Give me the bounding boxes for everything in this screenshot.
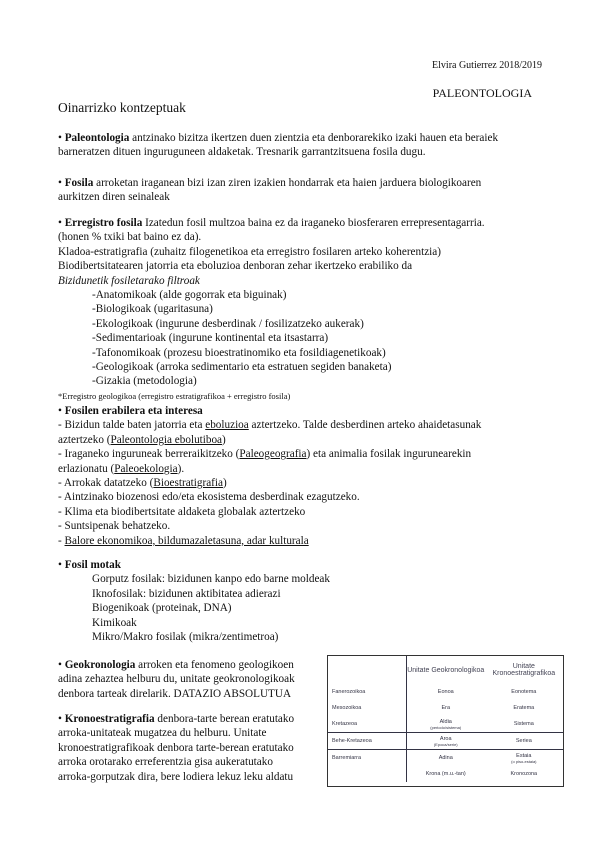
subject-heading: PALEONTOLOGIA — [432, 86, 532, 100]
definition-text: arroka-unitateak mugatzea du helburu. Unitate — [58, 727, 267, 740]
text-line: Biodibertsitatearen jatorria eta eboluzioa denboran zehar ikertzeko erabiliko da — [58, 260, 413, 273]
term-fosila: Fosila — [64, 177, 94, 189]
table-row — [328, 750, 563, 767]
list-item: - Bizidun talde baten jatorria eta eboluzioa aztertzeko. Talde desberdinen arteko ahaidetasunak — [58, 419, 482, 432]
list-item: - Iraganeko inguruneak berreraikitzeko (Paleogeografia) eta animalia fosilak ingurunearekin — [58, 448, 472, 461]
cell-krono: Seriea — [485, 733, 563, 750]
filter-item: -Geologikoak (arroka sedimentario eta estratuen segiden banaketa) — [92, 361, 392, 374]
table-header-geo: Unitate Geokronologikoa — [407, 666, 485, 674]
term-erregistro-fosila: Erregistro fosila — [64, 217, 143, 229]
cell-geo: Adina — [406, 750, 484, 767]
cell-geo: Krona (m.u.-tan) — [425, 771, 466, 777]
definition-text: denbora tarteak direlarik. DATAZIO ABSOLUTUA — [58, 687, 292, 700]
table-row — [328, 716, 563, 733]
row-label: Mesozoikoa — [328, 700, 406, 716]
list-item: Gorputz fosilak: bizidunen kanpo edo barne moldeak — [92, 573, 330, 586]
table-row — [328, 733, 563, 750]
section-geokronologia — [58, 658, 320, 701]
definition-text: (honen % txiki bat baino ez da). — [58, 231, 202, 244]
list-item: aztertzeko (Paleontologia ebolutiboa) — [58, 433, 226, 446]
list-item: erlazionatu (Paleoekologia). — [58, 462, 185, 475]
table-row — [328, 766, 563, 782]
definition-text: Izatedun fosil multzoa baina ez da iraganeko biosferaren errepresentagarria. — [142, 217, 485, 229]
text-line: Kladoa-estratigrafia (zuhaitz filogenetikoa eta erregistro fosilaren arteko koherentzia) — [58, 245, 441, 258]
section-erabilera — [58, 404, 481, 548]
row-label: Fanerozoikoa — [328, 684, 406, 700]
filter-item: -Ekologikoak (ingurune desberdinak / fosilizatzeko aukerak) — [92, 317, 364, 330]
filter-item: -Anatomikoak (alde gogorrak eta biguinak) — [92, 289, 287, 302]
list-item: Kimikoak — [92, 616, 137, 629]
term-geokronologia: Geokronologia — [64, 659, 136, 671]
section-paleontologia — [58, 131, 498, 160]
cell-note: (periodo/sistema) — [430, 724, 462, 730]
units-table — [327, 655, 564, 787]
section-fosil-motak — [58, 558, 330, 644]
cell-geo: Aldia (periodo/sistema) — [406, 716, 484, 733]
definition-text: barneratzen dituen inguruguneen aldaketak. Tresnarik garrantzitsuena fosila dugu. — [58, 146, 426, 159]
term-paleontologia: Paleontologia — [64, 132, 130, 144]
definition-text: arroken eta fenomeno geologikoen — [135, 659, 294, 671]
definition-text: adina zehaztea helburu du, unitate geokronologikoak — [58, 673, 295, 686]
bullet-icon: • — [58, 559, 62, 571]
cell-geo: Era — [441, 705, 451, 711]
bullet-icon: • — [58, 405, 62, 417]
row-label: Behe-Kretazeoa — [328, 733, 406, 750]
footnote: *Erregistro geologikoa (erregistro estratigrafikoa + erregistro fosila) — [58, 390, 291, 401]
cell-geo: Aroa (Epoca/serie) — [406, 733, 484, 750]
bullet-icon: • — [58, 713, 62, 725]
row-label: Barremiarra — [328, 750, 406, 767]
row-label: Kretazeoa — [328, 716, 406, 733]
filter-item: -Biologikoak (ugaritasuna) — [92, 303, 213, 316]
bullet-icon: • — [58, 132, 62, 144]
bullet-icon: • — [58, 217, 62, 229]
table-header-krono: Unitate Kronoestratigrafikoa — [492, 663, 556, 677]
list-item: Mikro/Makro fosilak (mikra/zentimetroa) — [92, 631, 279, 644]
filter-item: -Sedimentarioak (ingurune kontinental eta itsastarra) — [92, 332, 329, 345]
table-row — [328, 700, 563, 716]
definition-text: denbora-tarte berean eratutako — [154, 713, 295, 725]
author-line: Elvira Gutierrez 2018/2019 — [432, 60, 542, 71]
bullet-icon: • — [58, 659, 62, 671]
term-erabilera: Fosilen erabilera eta interesa — [64, 405, 203, 417]
definition-text: arroka orotarako erreferentzia gisa aukeratutako — [58, 756, 273, 769]
definition-text: arroka-gorputzak dira, bere lodiera lekuz leku aldatu — [58, 770, 294, 783]
cell-geo: Eonoa — [437, 689, 454, 695]
filter-item: -Gizakia (metodologia) — [92, 375, 197, 388]
list-item: - Balore ekonomikoa, bildumazaletasuna, adar kulturala — [58, 534, 309, 547]
definition-text: arroketan iraganean bizi izan ziren izakien hondarrak eta haien jarduera biologikoaren — [93, 177, 482, 189]
page-title: Oinarrizko kontzeptuak — [58, 100, 186, 115]
list-item: - Aintzinako biozenosi edo/eta ekosistema desberdinak ezagutzeko. — [58, 491, 360, 504]
cell-krono: Kronozona — [510, 771, 538, 777]
term-kronoestratigrafia: Kronoestratigrafia — [64, 713, 155, 725]
row-label — [328, 766, 406, 782]
list-item: - Klima eta biodibertsitate aldaketa globalak aztertzeko — [58, 505, 306, 518]
section-kronoestratigrafia — [58, 712, 320, 784]
cell-note: (Epoca/serie) — [433, 741, 458, 747]
list-item: Iknofosilak: bizidunen aktibitatea adierazi — [92, 587, 281, 600]
section-erregistro-fosila — [58, 216, 485, 403]
list-item: Biogenikoak (proteinak, DNA) — [92, 602, 232, 615]
cell-krono: Eratema — [513, 705, 535, 711]
section-fosila — [58, 176, 481, 205]
definition-text: antzinako bizitza ikertzen duen zientzia eta denborarekiko izaki hauen eta beraiek — [129, 132, 499, 144]
list-item: - Arrokak datatzeko (Bioestratigrafia) — [58, 477, 227, 490]
cell-krono: Sistema — [513, 721, 534, 727]
table-corner-cell — [328, 656, 406, 684]
table-row — [328, 684, 563, 700]
definition-text: aurkitzen diren seinaleak — [58, 191, 170, 204]
definition-text: kronoestratigrafikoak denbora tarte-berean eratutako — [58, 741, 294, 754]
filters-label: Bizidunetik fosiletarako filtroak — [58, 274, 200, 287]
cell-krono: Eonotema — [511, 689, 537, 695]
cell-note: (o piso-estaia) — [511, 758, 537, 764]
term-fosil-motak: Fosil motak — [64, 559, 121, 571]
bullet-icon: • — [58, 177, 62, 189]
list-item: - Suntsipenak behatzeko. — [58, 520, 171, 533]
cell-krono: Estaia (o piso-estaia) — [485, 750, 563, 767]
filter-item: -Tafonomikoak (prozesu bioestratinomiko eta fosildiagenetikoak) — [92, 346, 386, 359]
